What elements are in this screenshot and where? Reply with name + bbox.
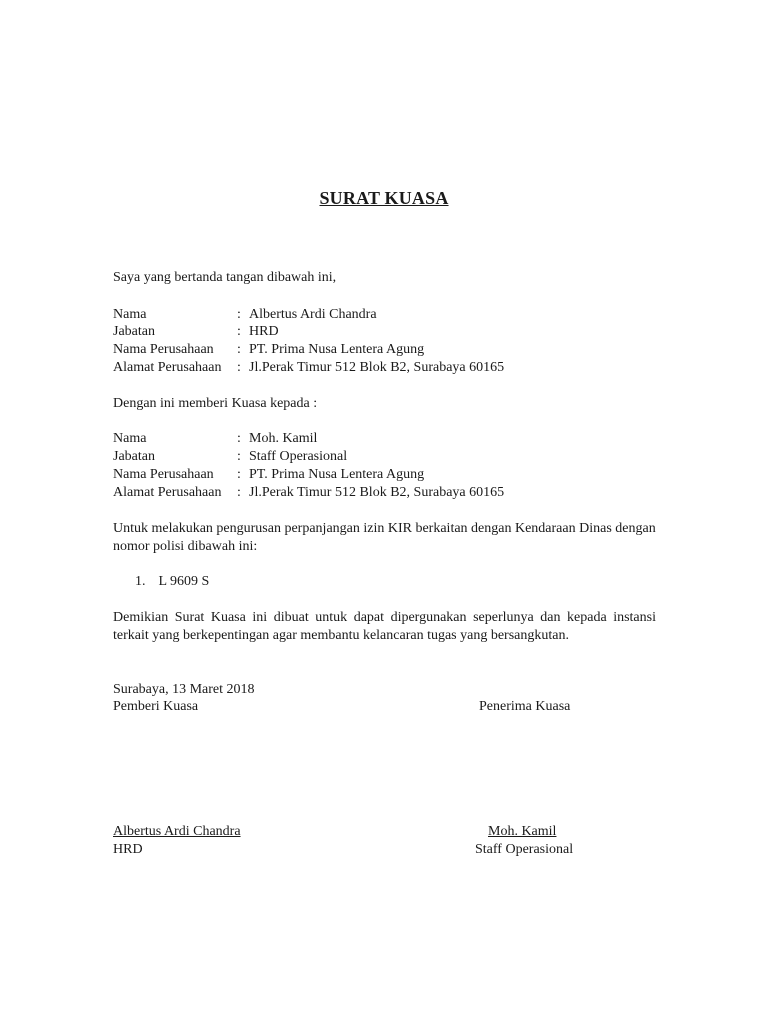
field-label: Jabatan	[113, 324, 155, 339]
field-value: HRD	[249, 324, 279, 339]
signer-right-role: Penerima Kuasa	[479, 699, 571, 714]
field-label: Nama Perusahaan	[113, 467, 214, 482]
field-value: PT. Prima Nusa Lentera Agung	[249, 467, 425, 482]
field-separator: :	[237, 307, 241, 322]
signer-right-title: Staff Operasional	[475, 842, 574, 857]
field-label: Alamat Perusahaan	[113, 360, 222, 375]
signer-right-name: Moh. Kamil	[488, 824, 557, 839]
signer-left-name: Albertus Ardi Chandra	[113, 824, 241, 839]
page-title: SURAT KUASA	[319, 188, 449, 208]
field-separator: :	[237, 342, 241, 357]
signer-left-title: HRD	[113, 842, 143, 857]
field-separator: :	[237, 360, 241, 375]
purpose-paragraph: Untuk melakukan pengurusan perpanjangan izin KIR berkaitan dengan Kendaraan Dinas dengan nomor polisi dibawah ini:	[113, 521, 656, 554]
field-label: Alamat Perusahaan	[113, 485, 222, 500]
place-date: Surabaya, 13 Maret 2018	[113, 682, 255, 697]
field-label: Nama Perusahaan	[113, 342, 214, 357]
signer-left-role: Pemberi Kuasa	[113, 699, 199, 714]
field-value: Moh. Kamil	[249, 431, 318, 446]
field-value: Jl.Perak Timur 512 Blok B2, Surabaya 60165	[249, 360, 505, 375]
field-value: PT. Prima Nusa Lentera Agung	[249, 342, 425, 357]
intro-text: Saya yang bertanda tangan dibawah ini,	[113, 270, 337, 285]
list-number: 1.	[135, 574, 146, 589]
field-separator: :	[237, 431, 241, 446]
field-value: Staff Operasional	[249, 449, 348, 464]
field-separator: :	[237, 449, 241, 464]
field-label: Jabatan	[113, 449, 155, 464]
field-separator: :	[237, 467, 241, 482]
field-value: Albertus Ardi Chandra	[249, 307, 377, 322]
plate-number: L 9609 S	[158, 574, 210, 589]
plate-list-item	[135, 573, 209, 591]
field-separator: :	[237, 324, 241, 339]
field-label: Nama	[113, 431, 147, 446]
closing-paragraph: Demikian Surat Kuasa ini dibuat untuk dapat dipergunakan seperlunya dan kepada instansi terkait yang berkepentingan agar membantu kelancaran tugas yang bersangkutan.	[113, 610, 656, 643]
field-separator: :	[237, 485, 241, 500]
kuasa-intro-text: Dengan ini memberi Kuasa kepada :	[113, 396, 318, 411]
field-label: Nama	[113, 307, 147, 322]
field-value: Jl.Perak Timur 512 Blok B2, Surabaya 60165	[249, 485, 505, 500]
